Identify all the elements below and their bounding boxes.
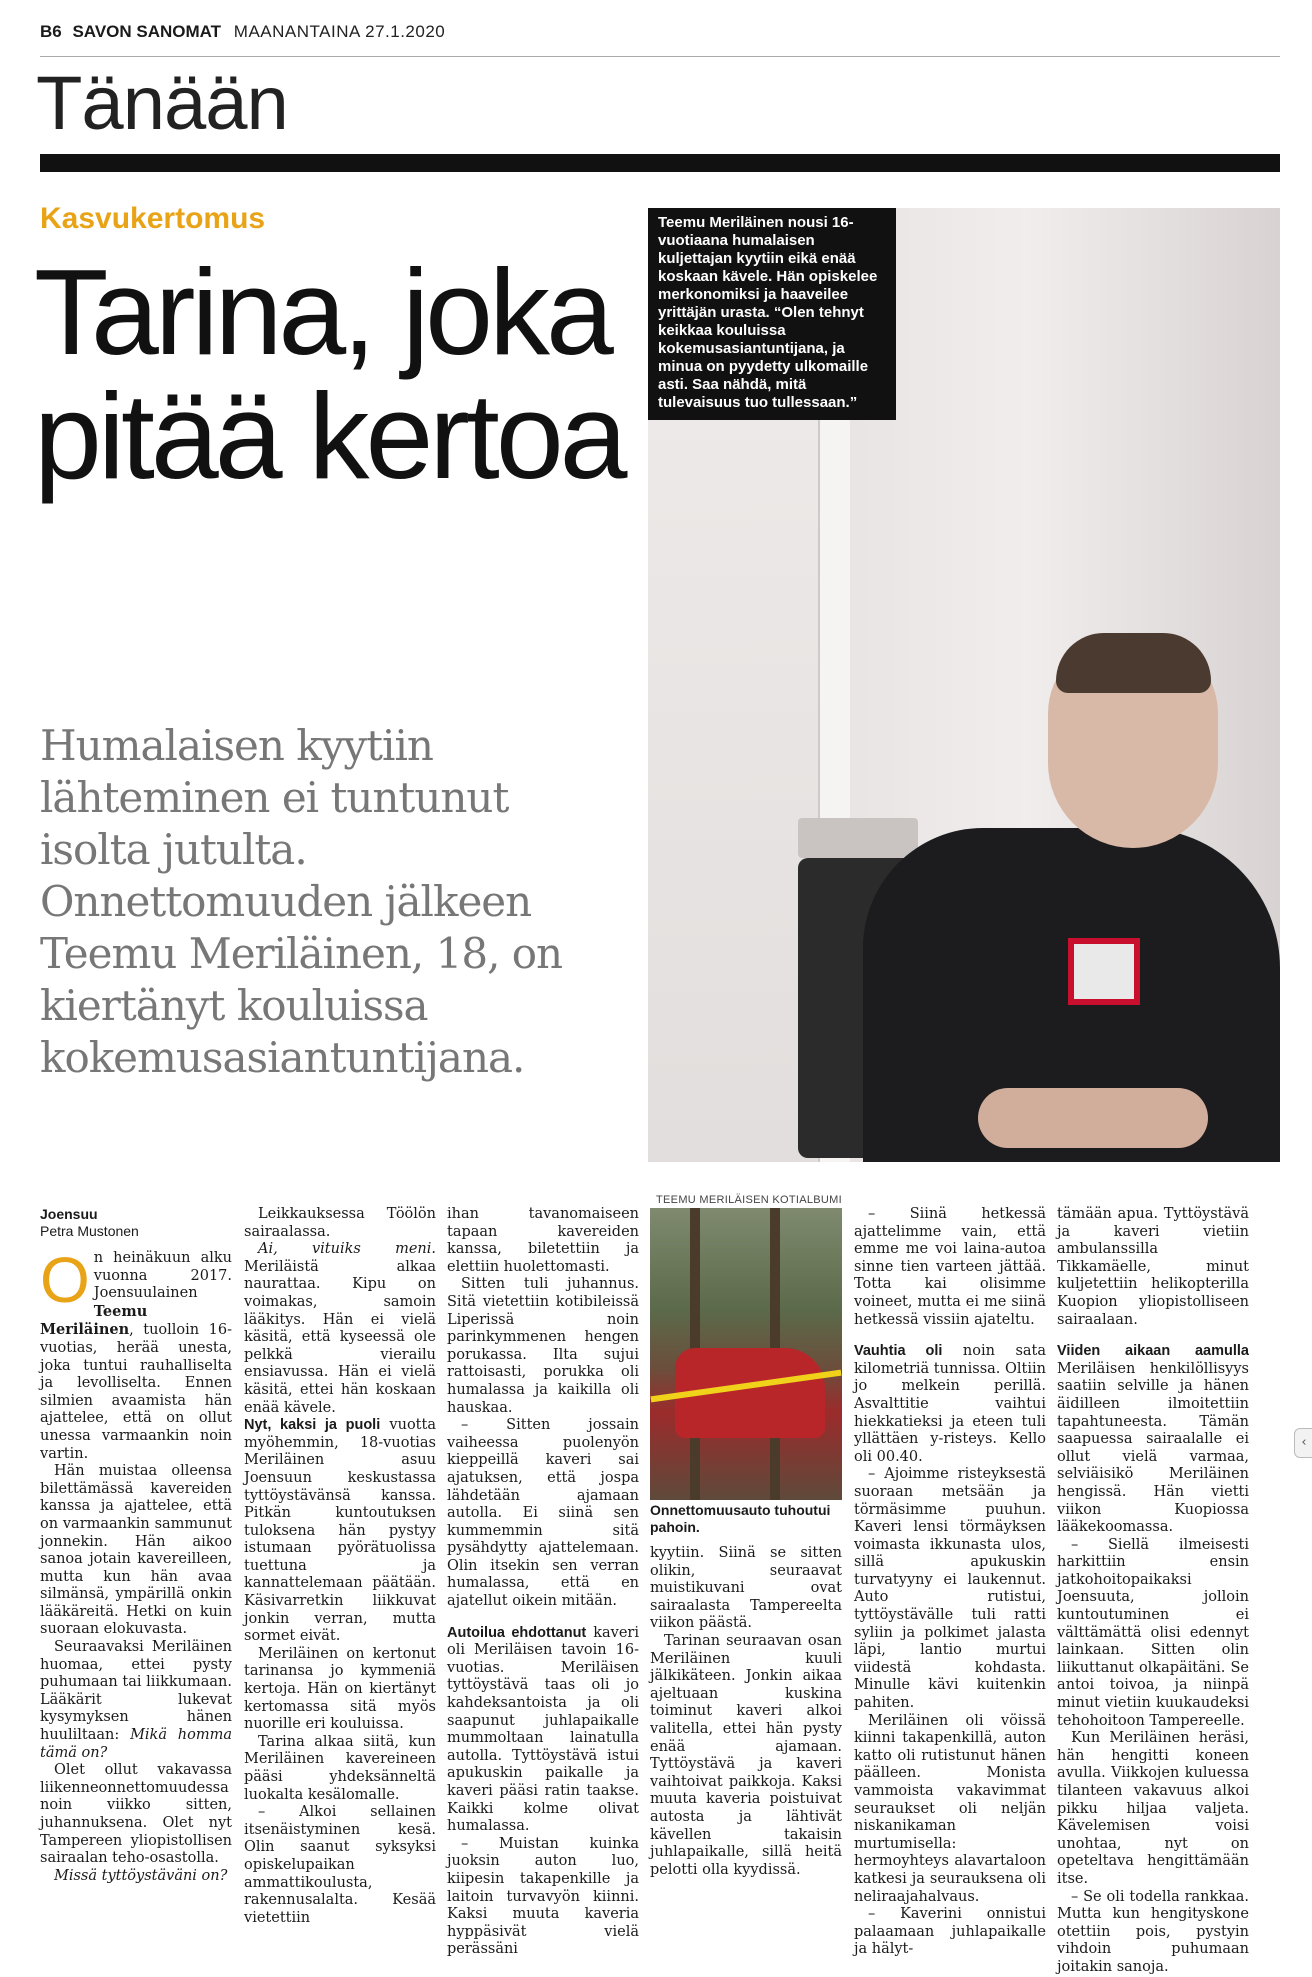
body-column-2 <box>244 1206 436 1927</box>
body-column-4 <box>650 1545 842 1879</box>
text-run: vuotta myöhemmin, 18-vuotias Meriläinen asuu Joensuun keskustassa tyttöystävänsä kanssa. Pitkän kuntoutuksen tuloksena hän pystyy istumaan pyörätuolissa tuettuna ja kannattelemaan päätään. Käsivarretkin liikkuvat jonkin verran, mutta sormet eivät. <box>244 1417 436 1645</box>
text-run: Meriläistä alkaa naurattaa. Kipu on voimakas, samoin lääkitys. Hän ei vielä käsitä, että kyseessä ole pelkkä vierailu ensiavussa. Hän ei vielä käsitä, ettei hän koskaan enää kävele. <box>244 1258 436 1416</box>
paragraph: – Muistan kuinka juoksin auton luo, kiipesin takapenkille ja laitoin turvavyön kiinni. Kaksi muuta kaveria hyppäsivät vielä perässäni <box>447 1835 639 1958</box>
photo-credit: TEEMU MERILÄISEN KOTIALBUMI <box>656 1194 842 1206</box>
photo-hoodie-logo <box>1068 938 1140 1005</box>
article-headline: Tarina, joka pitää kertoa <box>34 244 624 504</box>
body-column-3 <box>447 1206 639 1959</box>
photo-caption: Teemu Meriläinen nousi 16-vuotiaana humalaisen kuljettajan kyytiin eikä enää koskaan kävele. Hän opiskelee merkonomiksi ja haaveilee yrittäjän urasta. “Olen tehnyt keikkaa kouluissa kokemusasiantuntijana, ja minua on pyydetty ulkomaille asti. Saa nähdä, mitä tulevaisuus tuo tullessaan.” <box>648 208 896 420</box>
body-column-5 <box>854 1206 1046 1959</box>
paragraph: Tarina alkaa siitä, kun Meriläinen kavereineen pääsi yhdeksänneltä luokalta kesälomalle. <box>244 1733 436 1803</box>
text-run: n heinäkuun alku vuonna 2017. Joensuulainen <box>93 1250 232 1302</box>
drop-cap: O <box>40 1244 90 1316</box>
paragraph <box>244 1417 436 1646</box>
subhead-lead-in: Viiden aikaan aamulla <box>1057 1343 1249 1360</box>
paragraph: – Se oli todella rankkaa. Mutta kun hengityskone otettiin pois, pystyin vihdoin puhumaan joitakin sanoja. <box>1057 1888 1249 1975</box>
text-run: kaveri oli Meriläisen tavoin 16-vuotias. Meriläisen tyttöystävä taas oli jo kahdeksantoista ja oli saapunut juhlapaikalle mummoltaan lainatulla autolla. Tyttöystävä istui apukuskin paikalle ja kaveri pääsi ratin taakse. Kaikki kolme olivat humalassa. <box>447 1624 639 1835</box>
paragraph <box>854 1343 1046 1466</box>
paragraph: kyytiin. Siinä se sitten olikin, seuraavat muistikuvani ovat sairaalasta Tampereelta viikon päästä. <box>650 1545 842 1632</box>
paragraph <box>40 1639 232 1762</box>
paragraph <box>1057 1343 1249 1537</box>
paragraph: tämään apua. Tyttöystävä ja kaveri vietiin ambulanssilla Tikkamäelle, minut kuljetettiin helikopterilla Kuopion yliopistolliseen sairaalaan. <box>1057 1206 1249 1328</box>
subhead-lead-in: Nyt, kaksi ja puoli <box>244 1417 381 1434</box>
section-title: Tänään <box>36 61 288 146</box>
photo-hair <box>1056 633 1211 693</box>
paragraph: Meriläinen oli vöissä kiinni takapenkillä, auton katto oli rutistunut hänen päälleen. Monista vammoista vakavimmat seuraukset oli neljän niskanikaman murtumisella: hermoyhteys alavartaloon katkesi ja seurauksena oli neliraajahalvaus. <box>854 1712 1046 1905</box>
paragraph: Sitten tuli juhannus. Sitä vietettiin kotibileissä Liperissä noin parinkymmenen hengen porukassa. Ilta sujui rattoisasti, porukka oli humalassa ja kaikilla oli hauskaa. <box>447 1276 639 1416</box>
byline-place: Joensuu <box>40 1206 98 1222</box>
paragraph: Leikkauksessa Töölön sairaalassa. <box>244 1206 436 1240</box>
masthead <box>40 22 1280 56</box>
page-number: B6 <box>40 22 62 41</box>
quote-italic: Missä tyttöystäväni on? <box>54 1867 228 1884</box>
byline <box>40 1206 230 1240</box>
paragraph <box>40 1244 232 1463</box>
article-kicker: Kasvukertomus <box>40 202 266 235</box>
paragraph: – Siellä ilmeisesti harkittiin ensin jatkohoitopaikaksi Joensuuta, jolloin kuntoutuminen ei välttämättä olisi edennyt lainkaan. Sitten olin liikuttanut olkapäitäni. Se antoi toivoa, ja niinpä minut vietiin kuukaudeksi tehohoitoon Tampereelle. <box>1057 1536 1249 1729</box>
newspaper-name: SAVON SANOMAT <box>72 22 222 41</box>
subhead-lead-in: Autoilua ehdottanut <box>447 1624 587 1641</box>
person-name: Teemu Meriläinen <box>40 1302 148 1339</box>
text-run: noin sata kilometriä tunnissa. Oltiin jo melkein perillä. Asvalttitie vaihtui hiekkatieksi ja eteen tuli yllättäen y-risteys. Kello oli 00.40. <box>854 1343 1046 1465</box>
side-scroll-tab[interactable]: ‹ <box>1294 1428 1312 1458</box>
byline-author: Petra Mustonen <box>40 1223 139 1239</box>
paragraph <box>447 1625 639 1836</box>
car-photo-caption: Onnettomuusauto tuhoutui pahoin. <box>650 1502 831 1535</box>
body-column-1 <box>40 1244 232 1885</box>
car-photo <box>650 1208 842 1500</box>
subhead-lead-in: Vauhtia oli <box>854 1343 943 1360</box>
article-lead: Humalaisen kyytiin lähteminen ei tuntunut isolta jutulta. Onnettomuuden jälkeen Teemu Meriläinen, 18, on kiertänyt kouluissa kokemusasiantuntijana. <box>40 721 563 1082</box>
section-bar <box>40 154 1280 172</box>
paragraph: – Ajoimme risteyksestä suoraan metsään ja törmäsimme puuhun. Kaveri lensi törmäyksen voimasta ikkunasta ulos, sillä apukuskin turvatyyny ei laukennut. Auto rutistui, tyttöystävälle tuli ratti syliin ja polkimet jalasta läpi, lantio murtui viidestä kohdasta. Minulle kävi kuitenkin pahiten. <box>854 1466 1046 1712</box>
paragraph: – Sitten jossain vaiheessa puolenyön kieppeillä kaveri sai ajatuksen, että jospa lähdetään ajamaan autolla. Ei siinä sen kummemmin sitä pysähdytty ajattelemaan. Olin itsekin sen verran humalassa, että en ajatellut oikein mitään. <box>447 1417 639 1610</box>
text-run: Meriläisen henkilöllisyys saatiin selville ja hänen äidilleen ilmoitettiin tapahtuneesta. Tämän saapuessa sairaalalle ei ollut vielä varmaa, selviäisikö Meriläinen hengissä. Hän vietti viikon Kuopiossa lääkekoomassa. <box>1057 1360 1249 1536</box>
paragraph: Kun Meriläinen heräsi, hän hengitti koneen avulla. Viikkojen kuluessa tilanteen vakavuus alkoi pikku hiljaa valjeta. Kävelemisen voisi unohtaa, nyt on opeteltava hengittämään itse. <box>1057 1730 1249 1887</box>
body-column-6 <box>1057 1206 1249 1977</box>
paragraph: – Siinä hetkessä ajattelimme vain, että emme me voi laina-autoa sinne tien varteen jättää. Totta kai olisimme voineet, mutta ei me siinä hetkessä vissiin ajateltu. <box>854 1206 1046 1328</box>
paragraph: Hän muistaa olleensa bilettämässä kavereiden kanssa ja ajattelee, että on varmaankin sammunut jonnekin. Hän aikoo sanoa jotain kavereilleen, mutta kun hän avaa silmänsä, ympärillä onkin lääkäreitä. Hetki on kuin suoraan elokuvasta. <box>40 1463 232 1638</box>
issue-date: MAANANTAINA 27.1.2020 <box>233 22 446 41</box>
quote-italic: Ai, vituiks meni. <box>258 1241 436 1258</box>
paragraph: Olet ollut vakavassa liikenneonnettomuudessa noin viikko sitten, juhannuksena. Olet nyt Tampereen yliopistollisen sairaalan teho-osastolla. <box>40 1762 232 1867</box>
paragraph: – Alkoi sellainen itsenäistyminen kesä. Olin saanut syksyksi opiskelupaikan ammattikoulusta, rakennusalalta. Kesää vietettiin <box>244 1804 436 1926</box>
paragraph: ihan tavanomaiseen tapaan kavereiden kanssa, biletettiin ja elettiin huolettomasti. <box>447 1206 639 1275</box>
paragraph: Tarinan seuraavan osan Meriläinen kuuli jälkikäteen. Jonkin aikaa ajeltuaan kuskina toiminut kaveri alkoi valitella, ettei hän pysty enää ajamaan. Tyttöystävä ja kaveri vaihtoivat paikkoja. Kaksi muuta kaveria poistuivat autosta ja lähtivät kävellen takaisin juhlapaikalle, sillä heitä pelotti olla kyydissä. <box>650 1632 842 1878</box>
quote-italic: Mikä homma tämä on? <box>40 1727 232 1761</box>
top-divider <box>40 56 1280 57</box>
paragraph: Meriläinen on kertonut tarinansa jo kymmeniä kertoja. Hän on kiertänyt kertomassa sitä myös nuorille eri kouluissa. <box>244 1645 436 1733</box>
photo-shelf <box>798 818 918 858</box>
text-run: , tuolloin 16-vuotias, herää unesta, joka tuntui rauhalliselta ja levolliselta. Ennen silmien avaamista hän ajattelee, että on ollut unessa varmaankin noin vartin. <box>40 1322 232 1462</box>
text-run: Seuraavaksi Meriläinen huomaa, ettei pysty puhumaan tai liikkumaan. Lääkärit lukevat kysymyksen hänen huuliltaan: <box>40 1639 232 1744</box>
paragraph: – Kaverini onnistui palaamaan juhlapaikalle ja hälyt- <box>854 1906 1046 1958</box>
paragraph <box>244 1241 436 1417</box>
photo-hands <box>978 1088 1208 1148</box>
paragraph <box>40 1868 232 1886</box>
